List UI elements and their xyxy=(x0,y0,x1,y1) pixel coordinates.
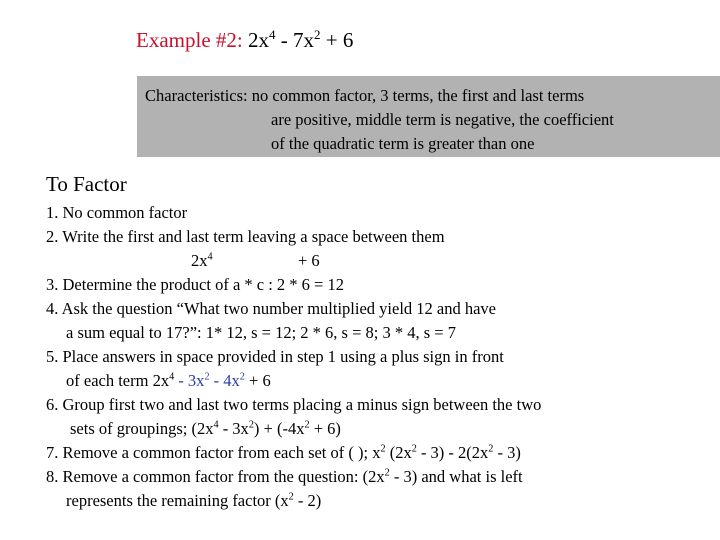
step-8-line-1: 8. Remove a common factor from the question: $(2x^2 - 3)$ and what is left xyxy=(46,467,523,486)
step-1: 1. No common factor xyxy=(46,203,188,222)
step-6-line-1: 6. Group first two and last two terms placing a minus sign between the two xyxy=(46,395,542,414)
step-2: 2. Write the first and last term leaving a space between them xyxy=(46,227,445,246)
example-expression: $2x^4 - 7x^2 + 6$ xyxy=(247,27,354,52)
step-6-line-2: sets of groupings; $(2x^4 - 3x^2) + (-4x^2 + 6)$ xyxy=(70,419,341,438)
blue-term-2: - $4x^2$ xyxy=(209,371,245,390)
to-factor-heading: To Factor xyxy=(46,172,127,196)
characteristics-line-1: Characteristics: no common factor, 3 terms, the first and last terms xyxy=(145,86,585,105)
characteristics-line-3: of the quadratic term is greater than one xyxy=(271,134,535,153)
step-3: 3. Determine the product of a * c : 2 * 6 = 12 xyxy=(46,275,344,294)
step-2-first-term: $2x^4$ xyxy=(191,251,213,270)
step-7: 7. Remove a common factor from each set of ( ); $x^2$ $(2x^2 - 3) - 2(2x^2 - 3)$ xyxy=(46,443,521,462)
blue-term-1: - $3x^2$ xyxy=(174,371,210,390)
step-5-line-1: 5. Place answers in space provided in step 1 using a plus sign in front xyxy=(46,347,504,366)
step-4-line-1: 4. Ask the question “What two number multiplied yield 12 and have xyxy=(46,299,496,318)
step-4-line-2: a sum equal to 17?”: 1* 12, s = 12; 2 * 6, s = 8; 3 * 4, s = 7 xyxy=(66,323,456,342)
example-label: Example #2: xyxy=(136,28,243,52)
step-5-line-2: of each term $2x^4 - 3x^2 - 4x^2 + 6$ xyxy=(66,371,271,390)
step-8-line-2: represents the remaining factor $(x^2 - 2)$ xyxy=(66,491,322,510)
step-2-last-term: + 6 xyxy=(298,251,320,270)
example-title xyxy=(136,28,353,53)
characteristics-line-2: are positive, middle term is negative, the coefficient xyxy=(271,110,614,129)
